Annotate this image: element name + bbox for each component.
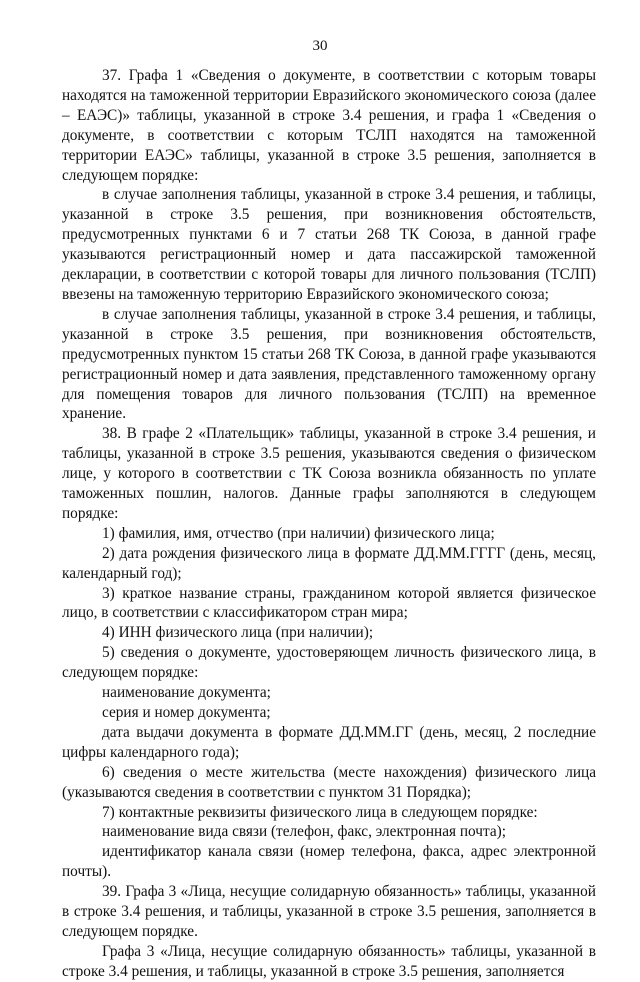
document-body	[62, 66, 596, 982]
paragraph-39: 39. Графа 3 «Лица, несущие солидарную обязанность» таблицы, указанной в строке 3.4 решения, и таблицы, указанной в строке 3.5 решения, заполняется в следующем порядке.	[62, 883, 596, 940]
paragraph-38: 38. В графе 2 «Плательщик» таблицы, указанной в строке 3.4 решения, и таблицы, указанной в строке 3.5 решения, указываются сведения о физическом лице, у которого в соответствии с ТК Союза возникла обязанность по уплате таможенных пошлин, налогов. Данные графы заполняются в следующем порядке:	[62, 425, 596, 522]
list-item-6: 6) сведения о месте жительства (месте нахождения) физического лица (указываются сведения в соответствии с пунктом 31 Порядка);	[62, 763, 596, 801]
sub-item-channel-id: идентификатор канала связи (номер телефона, факса, адрес электронной почты).	[62, 843, 596, 881]
paragraph-37-case-2: в случае заполнения таблицы, указанной в строке 3.4 решения, и таблицы, указанной в строке 3.5 решения, при возникновения обстоятельств, предусмотренных пунктом 15 статьи 268 ТК Союза, в данной графе указываются регистрационный номер и дата заявления, представленного таможенному органу для помещения товаров для личного пользования (ТСЛП) на временное хранение.	[62, 305, 596, 423]
sub-item-document-name: наименование документа;	[102, 684, 271, 702]
sub-item-series-number: серия и номер документа;	[102, 704, 271, 721]
sub-item-issue-date: дата выдачи документа в формате ДД.ММ.ГГ (день, месяц, 2 последние цифры календарного года);	[62, 723, 596, 761]
paragraph-39-continuation: Графа 3 «Лица, несущие солидарную обязанность» таблицы, указанной в строке 3.4 решения, и таблицы, указанной в строке 3.5 решения, заполняется	[62, 942, 596, 980]
list-item-3: 3) краткое название страны, гражданином которой является физическое лицо, в соответствии с классификатором стран мира;	[62, 584, 596, 622]
list-item-2: 2) дата рождения физического лица в формате ДД.ММ.ГГГГ (день, месяц, календарный год);	[62, 544, 596, 582]
list-item-7: 7) контактные реквизиты физического лица в следующем порядке:	[102, 803, 538, 821]
page-number: 30	[312, 38, 328, 54]
list-item-4: 4) ИНН физического лица (при наличии);	[102, 624, 374, 642]
list-item-1: 1) фамилия, имя, отчество (при наличии) физического лица;	[102, 524, 495, 542]
paragraph-37: 37. Графа 1 «Сведения о документе, в соответствии с которым товары находятся на таможенной территории Евразийского экономического союза (далее – ЕАЭС)» таблицы, указанной в строке 3.4 решения, и графа 1 «Сведения о документе, в соответствии с которым ТСЛП находятся на таможенной территории ЕАЭС» таблицы, указанной в строке 3.5 решения, заполняется в следующем порядке:	[62, 67, 596, 184]
sub-item-contact-type: наименование вида связи (телефон, факс, электронная почта);	[102, 823, 507, 841]
list-item-5: 5) сведения о документе, удостоверяющем личность физического лица, в следующем порядке:	[62, 644, 596, 682]
paragraph-37-case-1: в случае заполнения таблицы, указанной в строке 3.4 решения, и таблицы, указанной в строке 3.5 решения, при возникновения обстоятельств, предусмотренных пунктами 6 и 7 статьи 268 ТК Союза, в данной графе указываются регистрационный номер и дата пассажирской таможенной декларации, в соответствии с которой товары для личного пользования (ТСЛП) ввезены на таможенную территорию Евразийского экономического союза;	[62, 186, 596, 303]
